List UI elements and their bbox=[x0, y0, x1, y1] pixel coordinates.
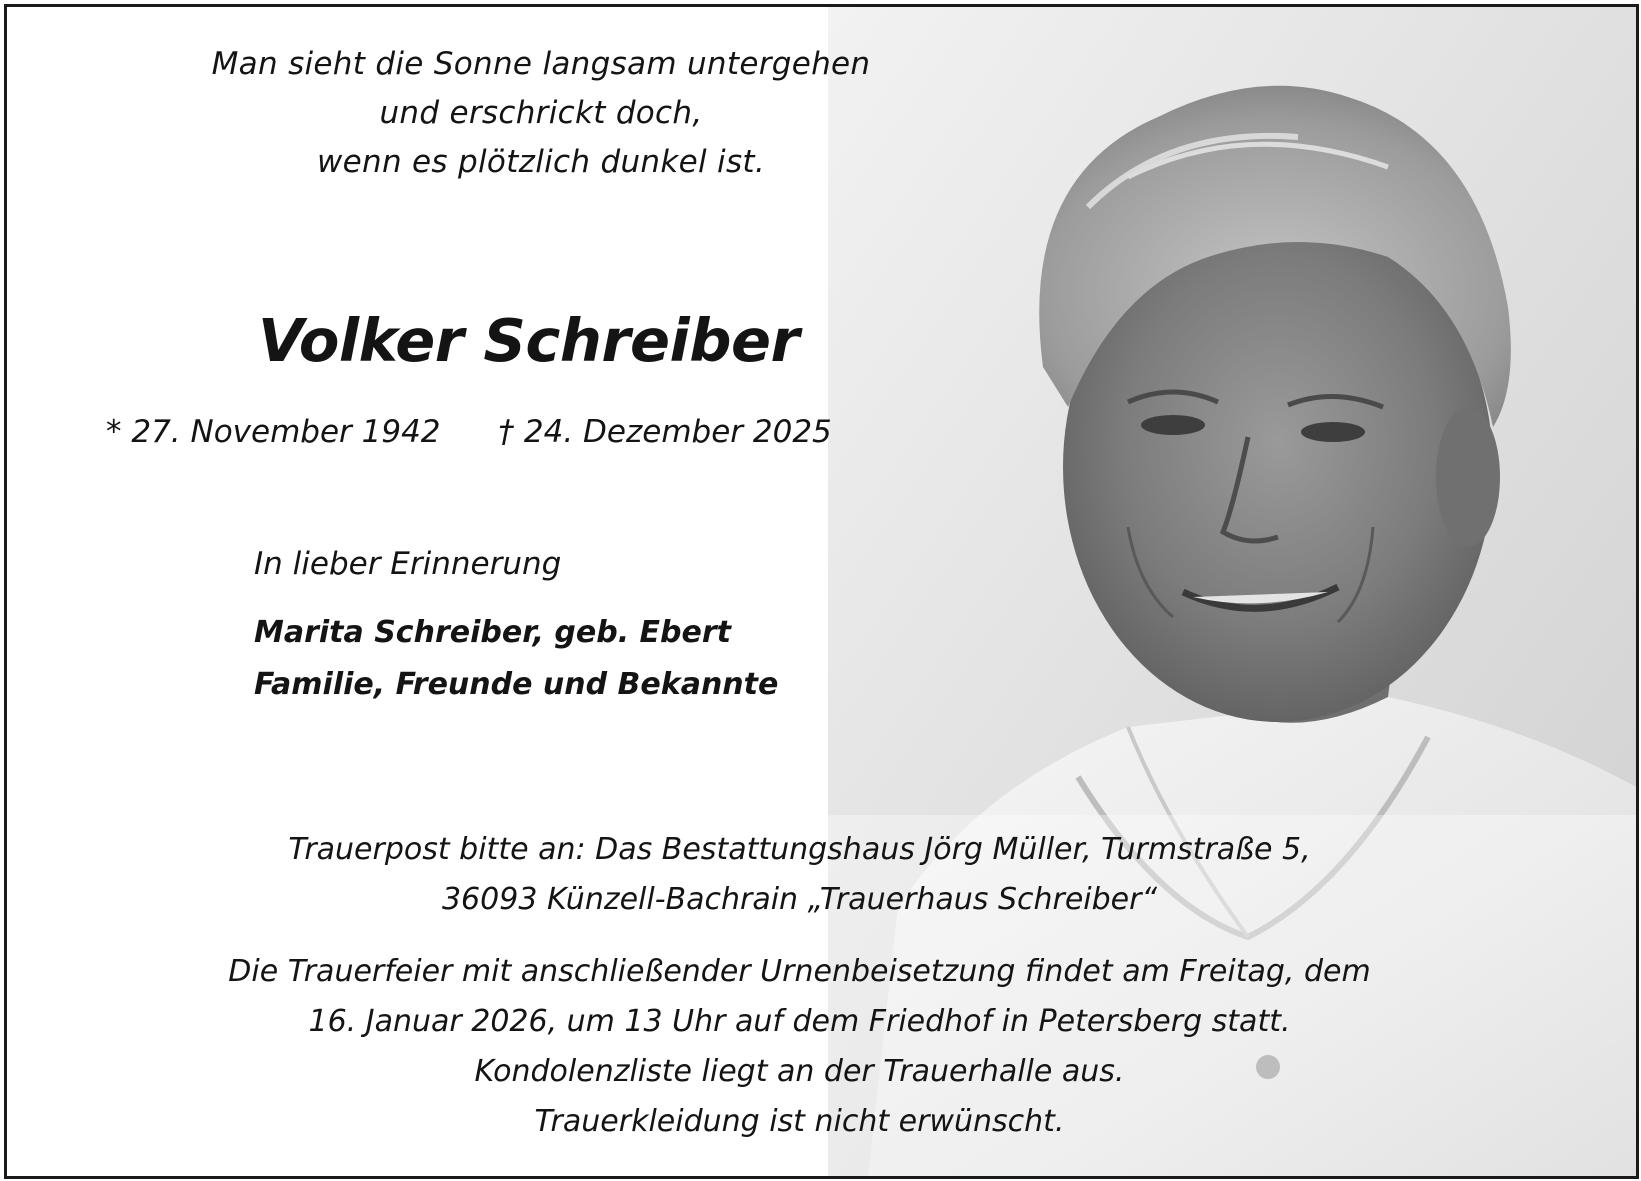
life-dates bbox=[106, 412, 832, 452]
mourner-name: Familie, Freunde und Bekannte bbox=[254, 667, 779, 702]
poem-line: und erschrickt doch, bbox=[379, 95, 703, 131]
death-date: † 24. Dezember 2025 bbox=[498, 414, 832, 450]
memory-intro: In lieber Erinnerung bbox=[254, 546, 562, 582]
ceremony-line: 16. Januar 2026, um 13 Uhr auf dem Friedhof in Petersberg statt. bbox=[308, 1004, 1291, 1039]
ceremony-line: Trauerkleidung ist nicht erwünscht. bbox=[534, 1104, 1065, 1139]
deceased-name: Volker Schreiber bbox=[258, 306, 800, 375]
condolence-address bbox=[7, 825, 1592, 925]
address-line: 36093 Künzell-Bachrain „Trauerhaus Schreiber“ bbox=[441, 882, 1158, 917]
obituary-notice bbox=[4, 4, 1639, 1179]
address-line: Trauerpost bitte an: Das Bestattungshaus Jörg Müller, Turmstraße 5, bbox=[288, 832, 1311, 867]
ceremony-line: Die Trauerfeier mit anschließender Urnenbeisetzung findet am Freitag, dem bbox=[228, 954, 1371, 989]
mourner-name: Marita Schreiber, geb. Ebert bbox=[254, 615, 732, 650]
ceremony-info bbox=[7, 947, 1592, 1147]
mourners bbox=[254, 607, 778, 711]
poem-line: Man sieht die Sonne langsam untergehen bbox=[211, 46, 871, 82]
birth-date: * 27. November 1942 bbox=[106, 414, 441, 450]
poem bbox=[7, 40, 1075, 187]
poem-line: wenn es plötzlich dunkel ist. bbox=[316, 144, 766, 180]
ceremony-line: Kondolenzliste liegt an der Trauerhalle aus. bbox=[474, 1054, 1125, 1089]
